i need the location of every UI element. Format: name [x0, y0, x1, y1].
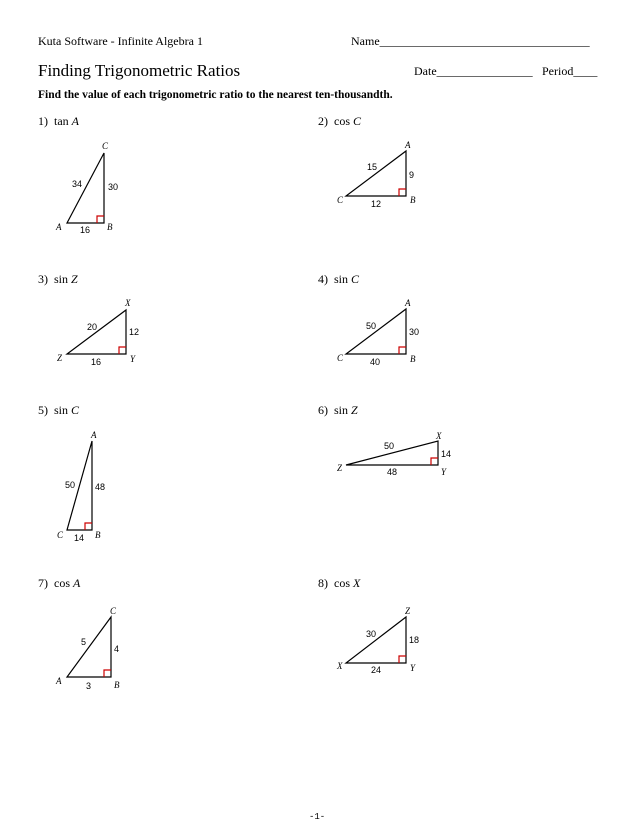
worksheet-title: Finding Trigonometric Ratios	[38, 61, 241, 80]
side-label-hypotenuse: 50	[366, 321, 377, 331]
triangle-5	[57, 430, 105, 543]
side-label-horizontal: 16	[91, 357, 102, 367]
problem-2-label: 2) cos C	[318, 114, 362, 128]
vertex-label: C	[337, 353, 344, 363]
triangle-3	[57, 298, 139, 367]
problem-5-label: 5) sin C	[38, 403, 80, 417]
vertex-label: A	[405, 140, 411, 150]
side-label-vertical: 30	[108, 182, 119, 192]
vertex-label: C	[102, 141, 109, 151]
vertex-label: C	[110, 606, 117, 616]
triangle-8	[336, 606, 419, 675]
triangle-2	[337, 140, 416, 209]
right-angle-marker	[431, 458, 438, 465]
vertex-label: B	[114, 680, 120, 690]
side-label-horizontal: 3	[86, 681, 92, 691]
triangle-4	[337, 298, 419, 367]
side-label-hypotenuse: 15	[367, 162, 378, 172]
vertex-label: Y	[410, 663, 416, 673]
side-label-hypotenuse: 34	[72, 179, 83, 189]
side-label-hypotenuse: 30	[366, 629, 377, 639]
side-label-horizontal: 24	[371, 665, 382, 675]
vertex-label: Z	[337, 463, 343, 473]
side-label-vertical: 4	[114, 644, 120, 654]
problem-3-label: 3) sin Z	[38, 272, 78, 286]
vertex-label: Y	[130, 354, 136, 364]
vertex-label: B	[410, 195, 416, 205]
side-label-horizontal: 14	[74, 533, 85, 543]
right-angle-marker	[399, 189, 406, 196]
side-label-hypotenuse: 20	[87, 322, 98, 332]
side-label-vertical: 12	[129, 327, 140, 337]
side-label-vertical: 30	[409, 327, 420, 337]
date-field-label: Date________________	[414, 64, 533, 78]
vertex-label: Y	[441, 467, 447, 477]
vertex-label: X	[337, 661, 343, 671]
name-field-label: Name___________________________________	[351, 34, 590, 48]
publisher-name: Kuta Software - Infinite Algebra 1	[38, 34, 203, 48]
vertex-label: C	[337, 195, 344, 205]
problem-4-label: 4) sin C	[318, 272, 360, 286]
side-label-horizontal: 16	[80, 225, 91, 235]
side-label-horizontal: 48	[387, 467, 398, 477]
vertex-label: Z	[405, 606, 411, 616]
right-angle-marker	[104, 670, 111, 677]
vertex-label: X	[436, 431, 442, 441]
side-label-horizontal: 12	[371, 199, 382, 209]
side-label-vertical: 18	[409, 635, 420, 645]
right-angle-marker	[85, 523, 92, 530]
triangle-7	[55, 606, 120, 691]
vertex-label: B	[410, 354, 416, 364]
vertex-label: A	[405, 298, 411, 308]
vertex-label: C	[57, 530, 64, 540]
right-angle-marker	[399, 347, 406, 354]
vertex-label: Z	[57, 353, 63, 363]
period-field-label: Period____	[542, 64, 598, 78]
vertex-label: X	[125, 298, 131, 308]
triangle-7-outline	[67, 617, 111, 677]
side-label-hypotenuse: 5	[81, 637, 87, 647]
right-angle-marker	[97, 216, 104, 223]
side-label-hypotenuse: 50	[65, 480, 76, 490]
vertex-label: A	[56, 222, 62, 232]
side-label-vertical: 9	[409, 170, 415, 180]
problem-6-label: 6) sin Z	[318, 403, 358, 417]
side-label-vertical: 14	[441, 449, 452, 459]
triangle-2-outline	[346, 151, 406, 196]
side-label-vertical: 48	[95, 482, 106, 492]
vertex-label: A	[56, 676, 62, 686]
triangle-6	[337, 431, 451, 477]
triangle-8-outline	[346, 617, 406, 663]
problem-8-label: 8) cos X	[318, 576, 361, 590]
side-label-hypotenuse: 50	[384, 441, 395, 451]
triangle-1	[55, 141, 118, 235]
side-label-horizontal: 40	[370, 357, 381, 367]
instructions: Find the value of each trigonometric ratio to the nearest ten-thousandth.	[38, 89, 393, 101]
problem-7-label: 7) cos A	[38, 576, 81, 590]
vertex-label: B	[95, 530, 101, 540]
vertex-label: B	[107, 222, 113, 232]
problem-1-label: 1) tan A	[38, 114, 80, 128]
vertex-label: A	[91, 430, 97, 440]
right-angle-marker	[399, 656, 406, 663]
triangle-4-outline	[346, 309, 406, 354]
right-angle-marker	[119, 347, 126, 354]
page-number: -1-	[309, 812, 326, 822]
triangle-3-outline	[67, 310, 126, 354]
